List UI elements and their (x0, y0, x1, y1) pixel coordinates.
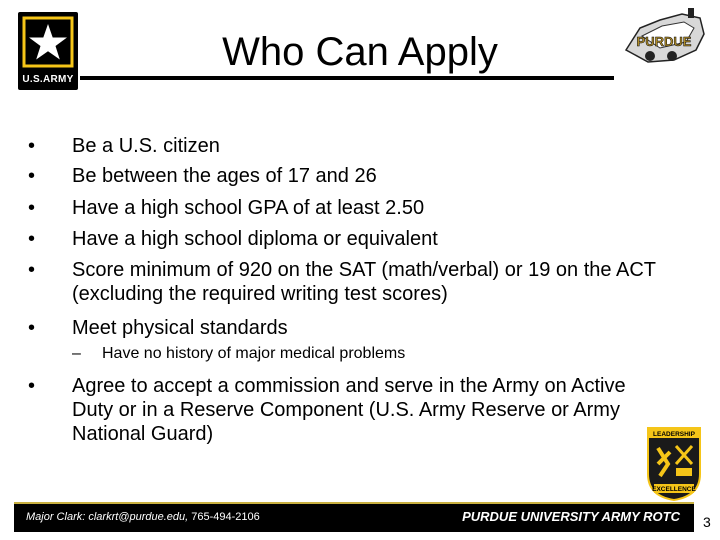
list-item: • Score minimum of 920 on the SAT (math/verbal) or 19 on the ACT (excluding the required writing test scores) (28, 259, 656, 305)
bullet-marker: • (28, 317, 36, 339)
list-item: • Agree to accept a commission and serve in the Army on Active Duty or in a Reserve Component (U.S. Army Reserve or Army National Guard) (28, 375, 626, 445)
list-item: • Have a high school GPA of at least 2.50 (28, 197, 425, 219)
bullet-marker: • (28, 375, 36, 397)
sub-list-item: – Have no history of major medical problems (72, 345, 406, 362)
bullet-marker: • (28, 197, 36, 219)
contact-phone: 765-494-2106 (188, 511, 260, 523)
contact-name-email: Major Clark: clarkrt@purdue.edu, (26, 511, 189, 523)
page-title: Who Can Apply (222, 30, 498, 74)
bullet-marker: • (28, 165, 36, 187)
contact-info (26, 511, 260, 523)
footer-org-name: PURDUE UNIVERSITY ARMY ROTC (462, 509, 680, 524)
bullet-marker: • (28, 135, 36, 157)
badge-bottom-text: EXCELLENCE (652, 486, 696, 493)
badge-top-text: LEADERSHIP (653, 431, 695, 438)
leadership-excellence-badge (646, 424, 702, 502)
title-underline (80, 76, 614, 80)
sub-bullet-marker: – (72, 345, 81, 362)
bullet-marker: • (28, 228, 36, 250)
purdue-logo-text: PURDUE (636, 34, 692, 49)
footer-bar (14, 502, 694, 532)
list-item: • Have a high school diploma or equivalent (28, 228, 438, 250)
purdue-train-logo (620, 6, 708, 70)
list-item: • Be a U.S. citizen (28, 135, 220, 157)
bullet-marker: • (28, 259, 36, 281)
slide-number: 3 (703, 514, 711, 530)
army-logo-text: U.S.ARMY (22, 74, 74, 85)
list-item: • Meet physical standards (28, 317, 288, 339)
list-item: • Be between the ages of 17 and 26 (28, 165, 377, 187)
